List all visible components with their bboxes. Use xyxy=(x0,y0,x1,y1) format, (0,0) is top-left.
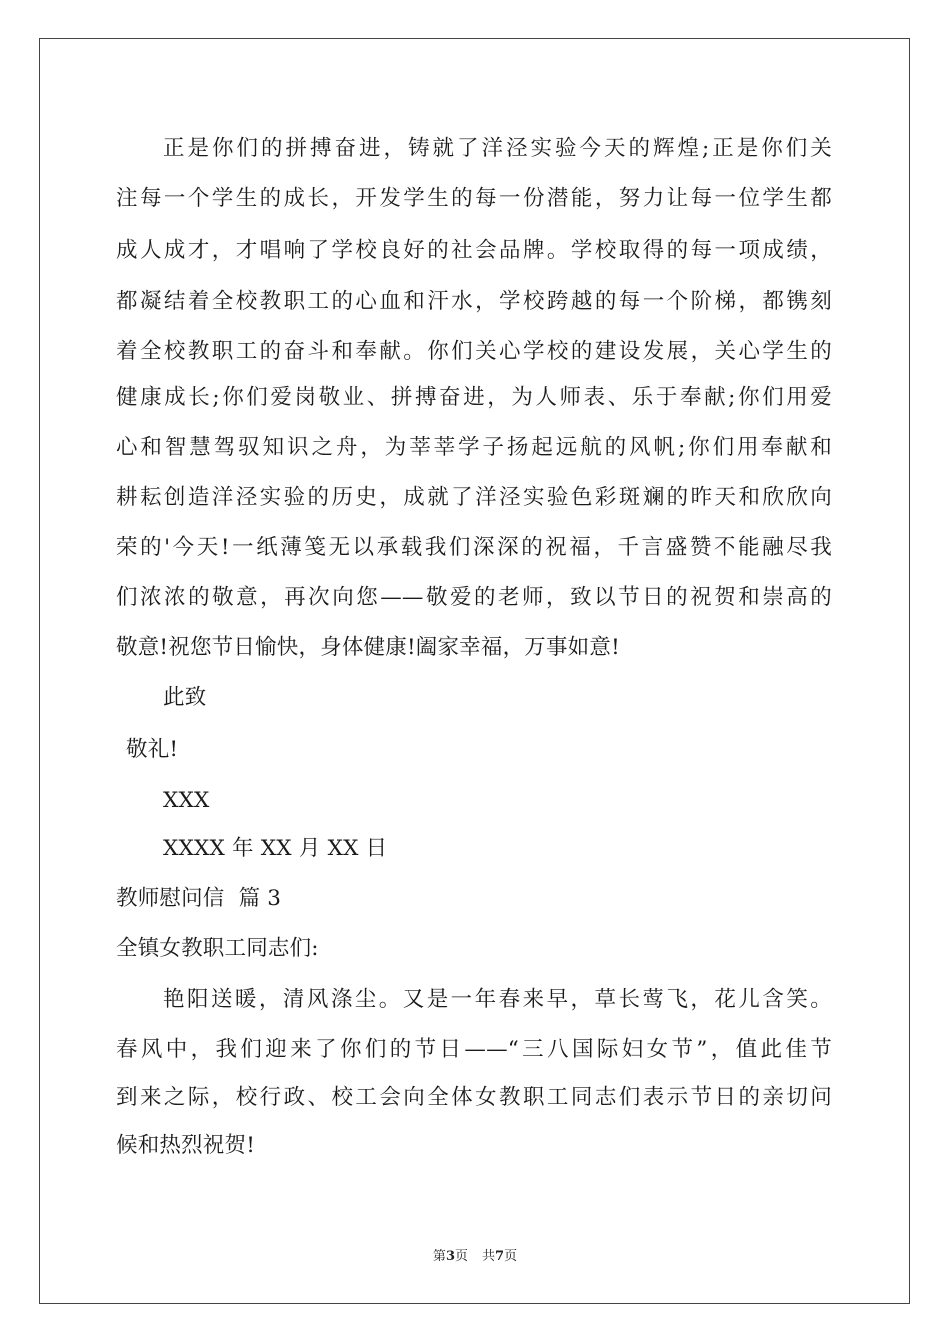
body-line-4: 都凝结着全校教职工的心血和汗水，学校跨越的每一个阶梯，都镌刻 xyxy=(116,289,832,314)
body-line-11: 敬意!祝您节日愉快，身体健康!阖家幸福，万事如意! xyxy=(116,635,620,660)
body-line-9: 荣的'今天!一纸薄笺无以承载我们深深的祝福，千言盛赞不能融尽我 xyxy=(116,535,832,560)
page-number: 3 xyxy=(445,1249,455,1264)
total-suffix: 页 xyxy=(504,1249,518,1264)
page-suffix: 页 xyxy=(454,1249,468,1264)
para2-line-1: 艳阳送暖，清风涤尘。又是一年春来早，草长莺飞，花儿含笑。 xyxy=(163,987,832,1012)
body-line-1: 正是你们的拼搏奋进，铸就了洋泾实验今天的辉煌;正是你们关 xyxy=(163,136,832,161)
page-footer xyxy=(0,1249,950,1265)
body-line-10: 们浓浓的敬意，再次向您——敬爱的老师，致以节日的祝贺和崇高的 xyxy=(116,585,832,610)
body-line-6: 健康成长;你们爱岗敬业、拼搏奋进，为人师表、乐于奉献;你们用爱 xyxy=(116,385,832,410)
body-line-3: 成人成才，才唱响了学校良好的社会品牌。学校取得的每一项成绩， xyxy=(116,238,832,263)
para2-line-2: 春风中，我们迎来了你们的节日——“三八国际妇女节”，值此佳节 xyxy=(116,1037,832,1062)
body-line-5: 着全校教职工的奋斗和奉献。你们关心学校的建设发展，关心学生的 xyxy=(116,339,832,364)
section-title: 教师慰问信 篇 3 xyxy=(116,886,282,911)
salutation: 全镇女教职工同志们: xyxy=(116,936,319,961)
closing-greeting: 此致 xyxy=(163,685,207,710)
signature: XXX xyxy=(163,788,210,813)
page-prefix: 第 xyxy=(432,1249,446,1264)
body-line-2: 注每一个学生的成长，开发学生的每一份潜能，努力让每一位学生都 xyxy=(116,186,832,211)
body-line-7: 心和智慧驾驭知识之舟，为莘莘学子扬起远航的风帆;你们用奉献和 xyxy=(116,435,832,460)
closing-salute: 敬礼! xyxy=(126,737,179,762)
body-line-8: 耕耘创造洋泾实验的历史，成就了洋泾实验色彩斑斓的昨天和欣欣向 xyxy=(116,485,832,510)
para2-line-4: 候和热烈祝贺! xyxy=(116,1133,256,1158)
letter-date: XXXX 年 XX 月 XX 日 xyxy=(163,836,388,861)
total-prefix: 共 xyxy=(482,1249,496,1264)
page-border xyxy=(39,38,910,1304)
para2-line-3: 到来之际，校行政、校工会向全体女教职工同志们表示节日的亲切问 xyxy=(116,1085,832,1110)
total-pages: 7 xyxy=(495,1249,505,1264)
